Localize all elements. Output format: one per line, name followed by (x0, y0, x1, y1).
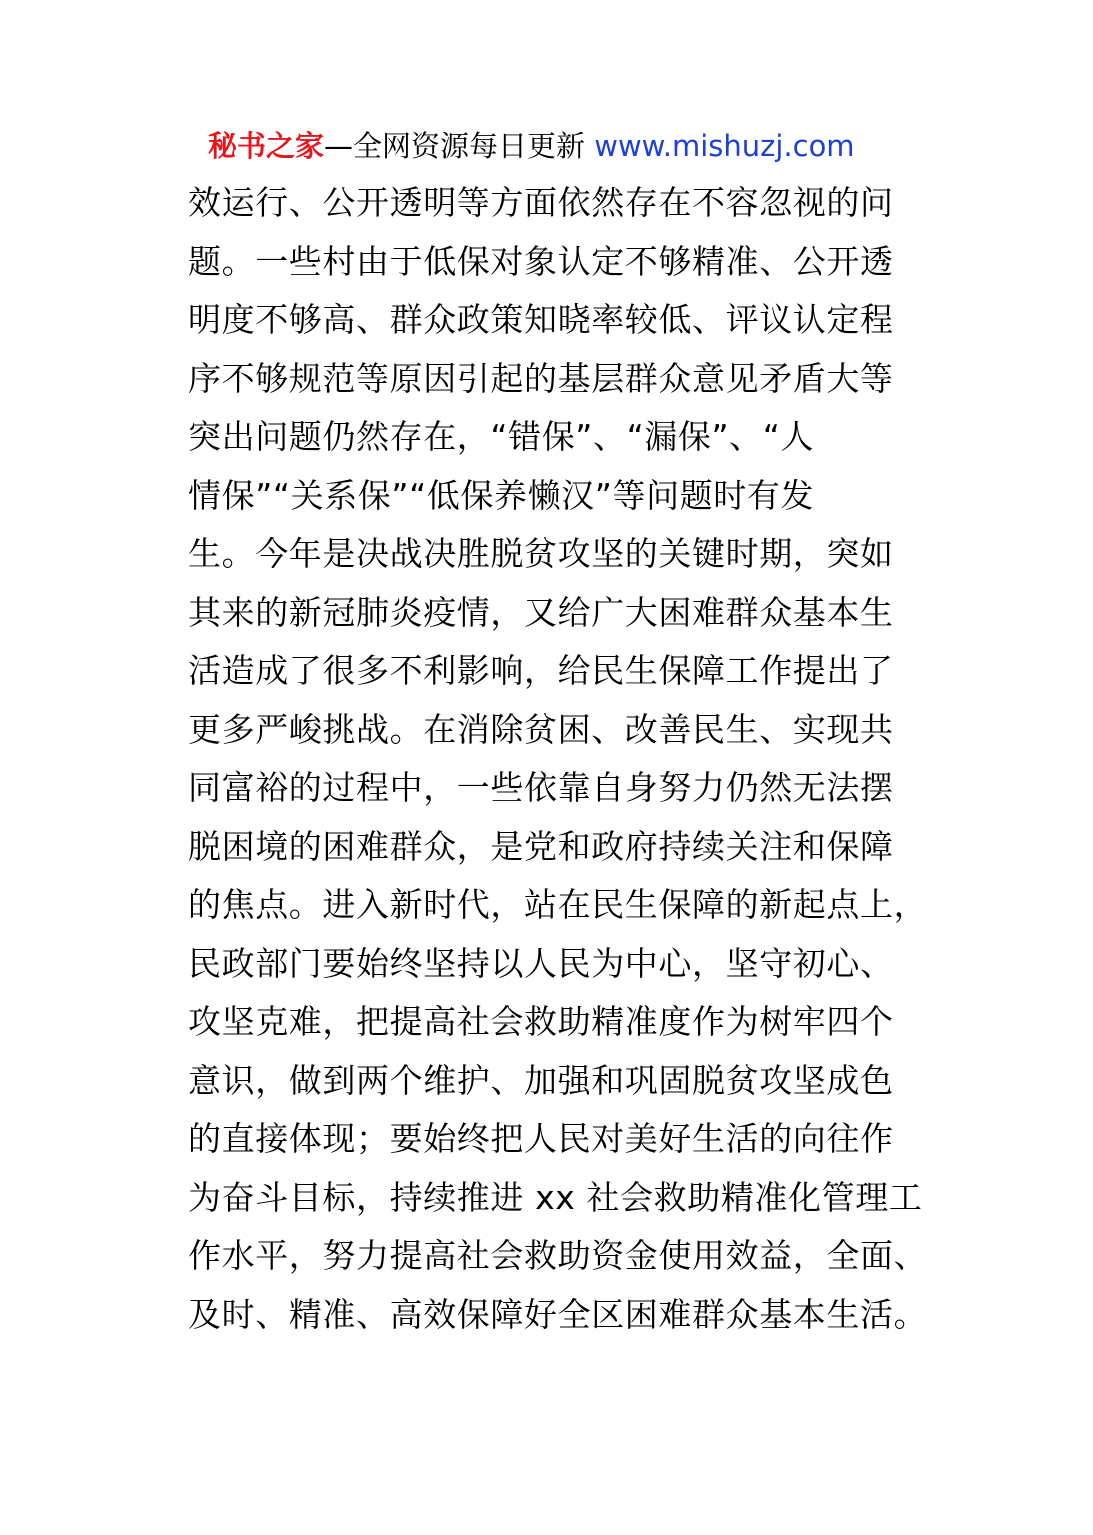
text-line: 的直接体现；要始终把人民对美好生活的向往作 (188, 1119, 894, 1158)
text-line: 生。今年是决战决胜脱贫攻坚的关键时期，突如 (188, 534, 894, 573)
text-line: 攻坚克难，把提高社会救助精准度作为树牢四个 (188, 1002, 894, 1041)
site-url-link[interactable]: www.mishuzj.com (594, 129, 855, 163)
text-line: 意识，做到两个维护、加强和巩固脱贫攻坚成色 (188, 1060, 894, 1100)
header-tagline: —全网资源每日更新 (324, 129, 595, 163)
text-line: 为奋斗目标，持续推进 xx 社会救助精准化管理工 (188, 1177, 923, 1217)
text-line: 更多严峻挑战。在消除贫困、改善民生、实现共 (188, 709, 894, 749)
text-line: 效运行、公开透明等方面依然存在不容忽视的问 (188, 183, 894, 222)
text-line: 其来的新冠肺炎疫情，又给广大困难群众基本生 (188, 592, 894, 632)
text-line: 脱困境的困难群众，是党和政府持续关注和保障 (188, 826, 894, 866)
text-line: 明度不够高、群众政策知晓率较低、评议认定程 (188, 300, 894, 339)
text-line: 民政部门要始终坚持以人民为中心，坚守初心、 (188, 943, 894, 983)
site-header (208, 124, 968, 168)
text-line: 作水平，努力提高社会救助资金使用效益，全面、 (188, 1236, 928, 1275)
body-paragraph (188, 174, 948, 1344)
text-line: 序不够规范等原因引起的基层群众意见矛盾大等 (188, 358, 894, 398)
brand-name: 秘书之家 (208, 129, 325, 163)
text-line: 情保”“关系保”“低保养懒汉”等问题时有发 (188, 475, 815, 515)
text-line: 突出问题仍然存在，“错保”、“漏保”、“人 (188, 417, 815, 456)
text-line: 题。一些村由于低保对象认定不够精准、公开透 (188, 241, 894, 281)
text-line: 的焦点。进入新时代，站在民生保障的新起点上， (188, 885, 928, 924)
text-line: 同富裕的过程中，一些依靠自身努力仍然无法摆 (188, 768, 894, 807)
text-line: 活造成了很多不利影响，给民生保障工作提出了 (188, 651, 894, 690)
text-line: 及时、精准、高效保障好全区困难群众基本生活。 (188, 1294, 928, 1334)
